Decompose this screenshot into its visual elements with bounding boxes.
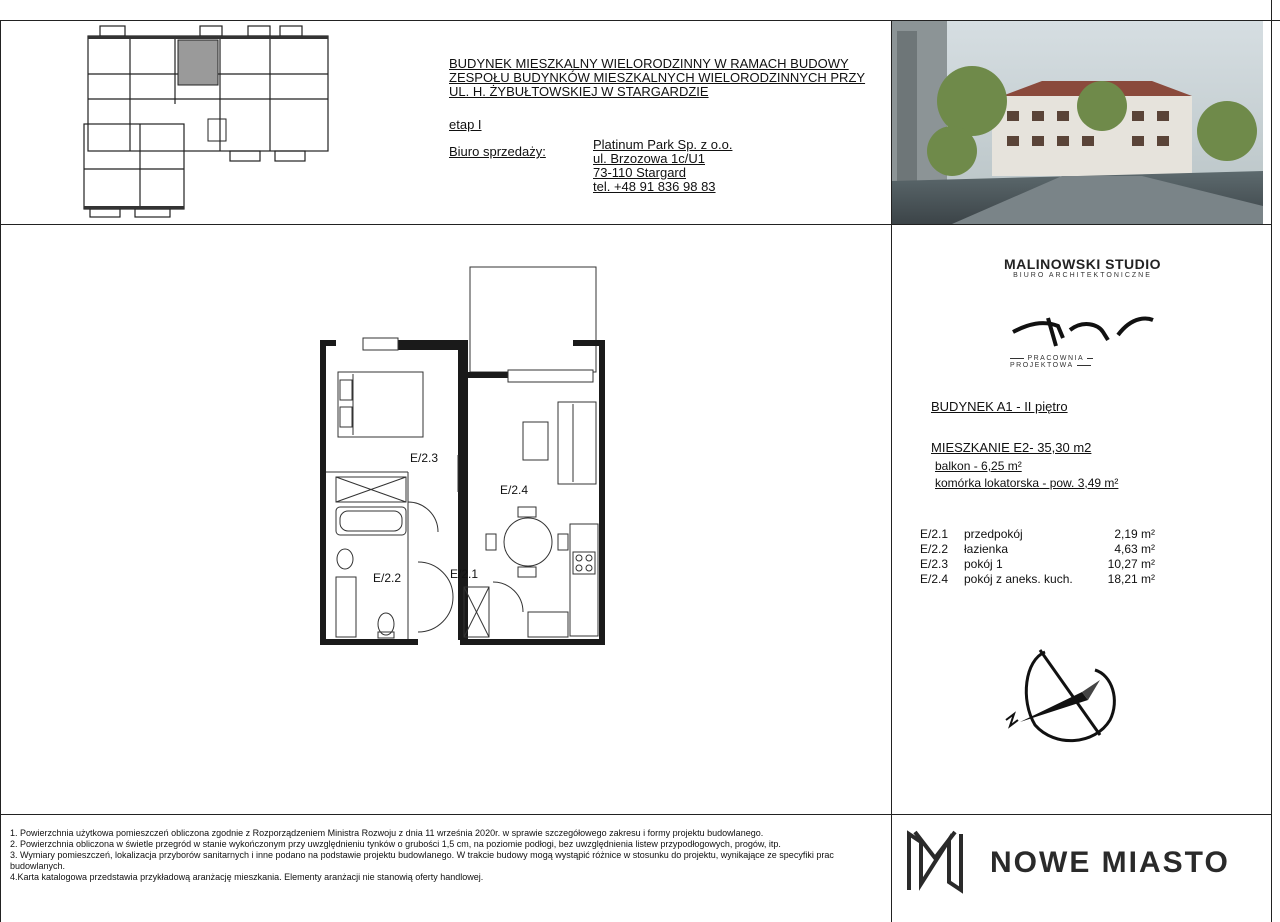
studio-logo: [1000, 256, 1165, 279]
brand-name: NOWE MIASTO: [990, 846, 1230, 879]
room-row: [920, 572, 1155, 587]
footer-divider: [0, 814, 1272, 815]
plan-label-e22: E/2.2: [373, 571, 402, 585]
building-floor: BUDYNEK A1 - II piętro: [931, 399, 1068, 414]
apartment-title: MIESZKANIE E2- 35,30 m2: [931, 440, 1092, 455]
sales-line: 73-110 Stargard: [593, 165, 686, 180]
plan-room-labels: [373, 451, 528, 585]
project-title-line: BUDYNEK MIESZKALNY WIELORODZINNY W RAMACH BUDOWY: [449, 56, 849, 71]
room-row: [920, 527, 1155, 542]
footnote: 4.Karta katalogowa przedstawia przykładową aranżację mieszkania. Elementy aranżacji nie stanowią oferty handlowej.: [10, 872, 484, 882]
stage-label: etap I: [449, 117, 482, 132]
plan-label-e23: E/2.3: [410, 451, 439, 465]
project-title: [449, 57, 865, 99]
compass-icon: [1000, 640, 1125, 750]
floor-plan: [318, 262, 618, 652]
key-plan: [80, 24, 335, 220]
studio-subtitle: BIURO ARCHITEKTONICZNE: [1013, 272, 1152, 279]
right-border: [1271, 0, 1272, 922]
signature-logo: [1008, 310, 1158, 350]
studio-name: MALINOWSKI STUDIO: [1003, 256, 1162, 272]
brand-logo-icon: [903, 828, 967, 896]
room-code: E/2.4: [920, 572, 949, 586]
room-area: 4,63 m²: [1114, 542, 1155, 556]
footnote: 1. Powierzchnia użytkowa pomieszczeń obliczona zgodnie z Rozporządzeniem Ministra Rozwoju z dnia 11 września 2020r. w sprawie szczegółowego zakresu i formy projektu budowlanego.: [10, 828, 764, 838]
room-name: pokój z aneks. kuch.: [964, 572, 1073, 586]
sales-line: tel. +48 91 836 98 83: [593, 179, 716, 194]
pracownia-line: [1010, 355, 1158, 369]
project-title-line: ZESPOŁU BUDYNKÓW MIESZKALNYCH WIELORODZINNYCH PRZY: [449, 70, 866, 85]
pracownia-right: PROJEKTOWA: [1010, 362, 1074, 369]
room-code: E/2.1: [920, 527, 949, 541]
plan-label-e24: E/2.4: [500, 483, 529, 497]
pracownia-left: PRACOWNIA: [1027, 355, 1084, 362]
footnotes: [10, 828, 880, 883]
storage-area: komórka lokatorska - pow. 3,49 m²: [935, 476, 1119, 490]
sales-office-label: Biuro sprzedaży:: [449, 144, 546, 159]
project-title-line: UL. H. ŻYBUŁTOWSKIEJ W STARGARDZIE: [449, 84, 709, 99]
sales-office-address: [593, 138, 732, 194]
room-name: łazienka: [964, 542, 1009, 556]
room-code: E/2.3: [920, 557, 949, 571]
sales-line: ul. Brzozowa 1c/U1: [593, 151, 705, 166]
room-row: [920, 542, 1155, 557]
balcony-area: balkon - 6,25 m²: [935, 459, 1022, 473]
footnote: 3. Wymiary pomieszczeń, lokalizacja przyborów sanitarnych i inne podano na podstawie projektu budowlanego. W trakcie budowy mogą wystąpić różnice w stosunku do projektu, wynikające ze specyfiki prac budowlanych.: [10, 850, 834, 871]
room-row: [920, 557, 1155, 572]
header-divider: [0, 224, 1272, 225]
highlighted-apartment: [178, 40, 218, 85]
room-area: 2,19 m²: [1114, 527, 1155, 541]
room-code: E/2.2: [920, 542, 949, 556]
room-name: pokój 1: [964, 557, 1003, 571]
left-border: [0, 20, 1, 922]
room-area: 10,27 m²: [1107, 557, 1155, 571]
room-name: przedpokój: [964, 527, 1023, 541]
plan-label-e21: E/2.1: [450, 567, 479, 581]
room-area: 18,21 m²: [1107, 572, 1155, 586]
building-rendering: [892, 21, 1263, 224]
footnote: 2. Powierzchnia obliczona w świetle przegród w stanie wykończonym przy uwzględnieniu tynków o grubości 1,5 cm, na poziomie podłogi, bez uwzględnienia listew przypodłogowych, progów, itp.: [10, 839, 781, 849]
sales-line: Platinum Park Sp. z o.o.: [593, 137, 733, 152]
